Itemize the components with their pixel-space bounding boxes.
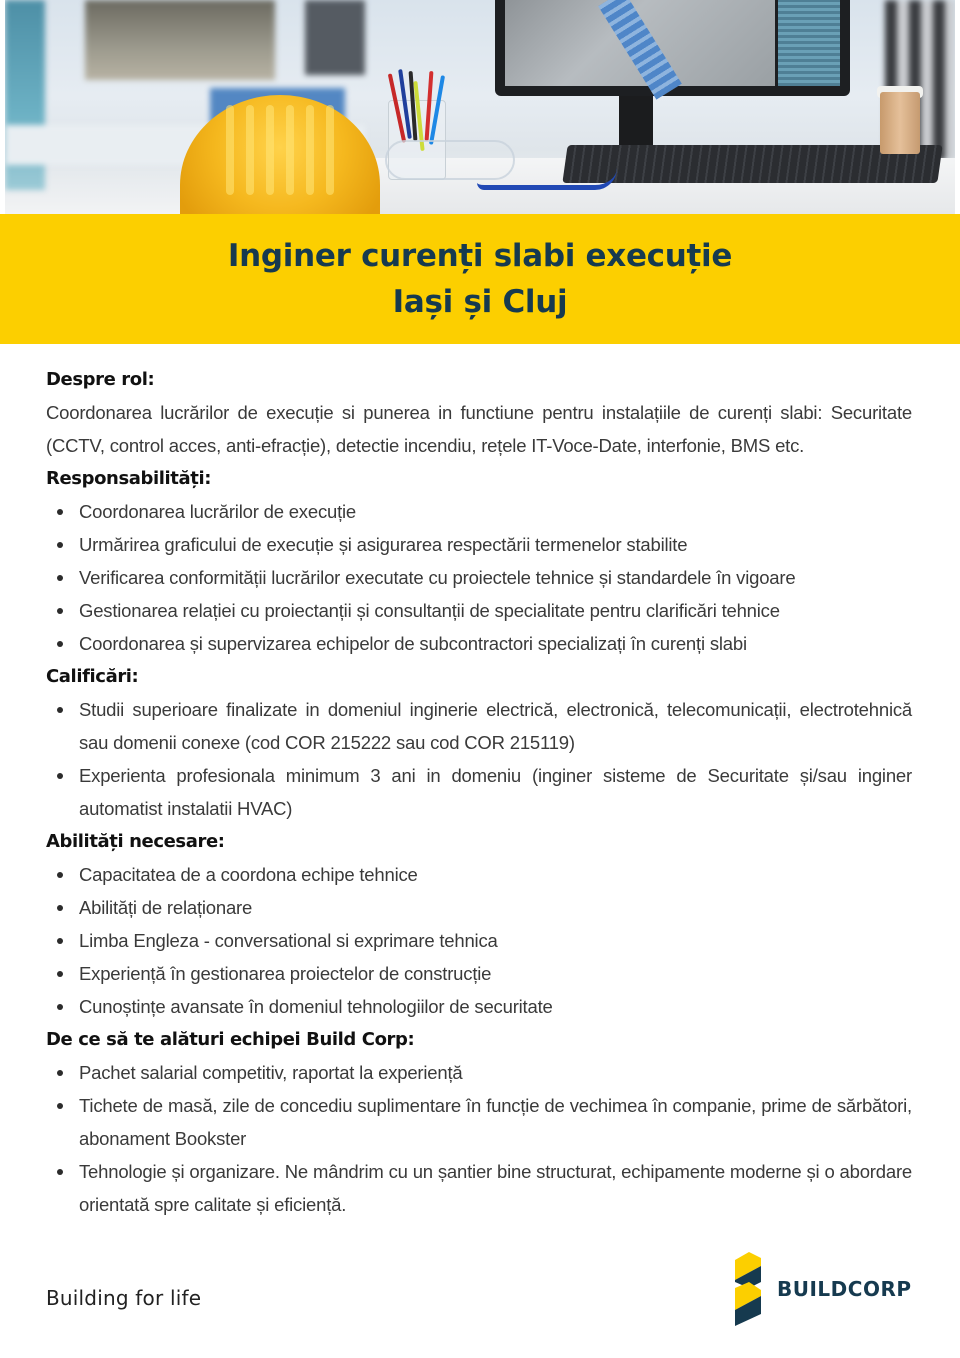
coffee-cup <box>880 92 920 154</box>
list-item: Gestionarea relației cu proiectanții și consultanții de specialitate pentru clarificări tehnice <box>46 594 912 627</box>
list-item: Experienta profesionala minimum 3 ani in domeniu (inginer sisteme de Securitate și/sau inginer automatist instalatii HVAC) <box>46 759 912 825</box>
section-heading: Abilități necesare: <box>46 831 225 852</box>
skills-list <box>46 858 912 1023</box>
glasses-strap <box>477 168 617 190</box>
responsibilities-list <box>46 495 912 660</box>
buildcorp-b-mark-icon <box>735 1252 763 1326</box>
section-qualifications <box>46 660 912 825</box>
list-item: Abilități de relaționare <box>46 891 912 924</box>
section-responsibilities <box>46 462 912 660</box>
section-about <box>46 363 912 462</box>
list-item: Cunoștințe avansate în domeniul tehnologiilor de securitate <box>46 990 912 1023</box>
job-description <box>46 363 912 1221</box>
buildcorp-logo <box>735 1252 912 1326</box>
list-item: Coordonarea și supervizarea echipelor de subcontractori specializați în curenți slabi <box>46 627 912 660</box>
monitor-side-panel <box>778 0 840 86</box>
job-title: Inginer curenți slabi execuție <box>227 238 733 274</box>
job-title-banner <box>0 214 960 344</box>
list-item: Capacitatea de a coordona echipe tehnice <box>46 858 912 891</box>
list-item: Coordonarea lucrărilor de execuție <box>46 495 912 528</box>
list-item: Experiență în gestionarea proiectelor de construcție <box>46 957 912 990</box>
list-item: Verificarea conformității lucrărilor executate cu proiectele tehnice și standardele în vigoare <box>46 561 912 594</box>
about-text: Coordonarea lucrărilor de execuție si punerea in functiune pentru instalațiile de curenți slabi: Securitate (CCTV, control acces, anti-efracție), detectie incendiu, rețele IT-Voce-Date, interfonie, BMS etc. <box>46 402 912 456</box>
section-heading: Calificări: <box>46 666 139 687</box>
job-location: Iași și Cluj <box>392 284 568 320</box>
list-item: Tichete de masă, zile de concediu suplimentare în funcție de vechimea în companie, prime de sărbători, abonament Bookster <box>46 1089 912 1155</box>
section-heading: De ce să te alături echipei Build Corp: <box>46 1029 415 1050</box>
benefits-list <box>46 1056 912 1221</box>
section-skills <box>46 825 912 1023</box>
section-heading: Responsabilități: <box>46 468 212 489</box>
list-item: Limba Engleza - conversational si exprimare tehnica <box>46 924 912 957</box>
list-item: Pachet salarial competitiv, raportat la experiență <box>46 1056 912 1089</box>
section-benefits <box>46 1023 912 1221</box>
list-item: Urmărirea graficului de execuție și asigurarea respectării termenelor stabilite <box>46 528 912 561</box>
section-heading: Despre rol: <box>46 369 155 390</box>
background-machine <box>85 0 275 80</box>
list-item: Tehnologie și organizare. Ne mândrim cu un șantier bine structurat, echipamente moderne și o abordare orientată spre calitate și eficiență. <box>46 1155 912 1221</box>
list-item: Studii superioare finalizate in domeniul inginerie electrică, electronică, telecomunicații, electrotehnică sau domenii conexe (cod COR 215222 sau cod COR 215119) <box>46 693 912 759</box>
computer-monitor <box>495 0 850 96</box>
hero-image <box>5 0 955 214</box>
monitor-screen <box>505 0 775 86</box>
background-machine <box>305 0 365 75</box>
company-tagline: Building for life <box>46 1286 202 1310</box>
logo-wordmark: BUILDCORP <box>777 1277 912 1301</box>
qualifications-list <box>46 693 912 825</box>
